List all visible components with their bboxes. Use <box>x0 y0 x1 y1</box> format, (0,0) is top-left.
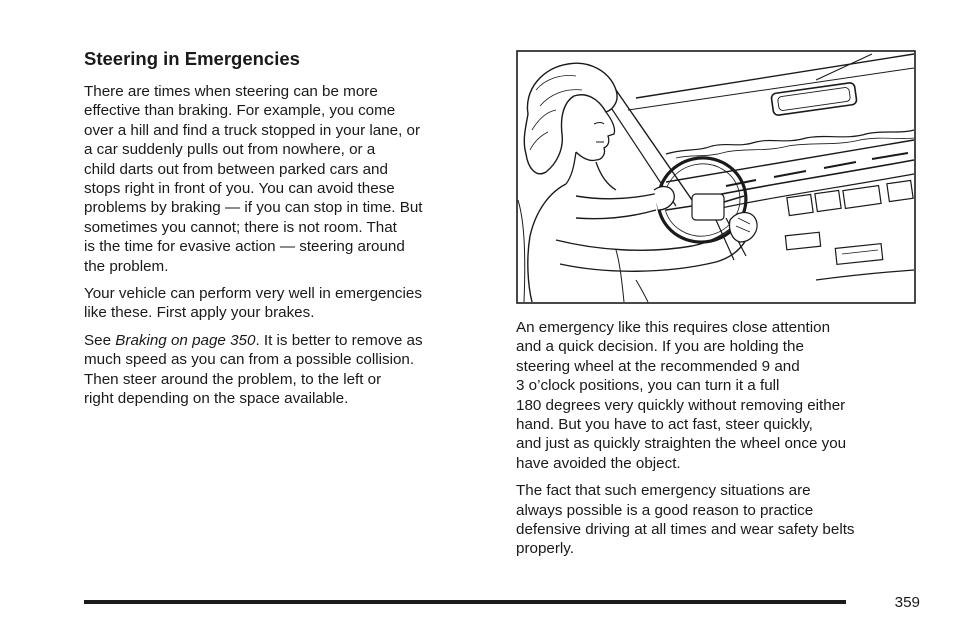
text-line: hand. But you have to act fast, steer quickly, <box>516 416 813 434</box>
see-after-text: . It is better to remove as <box>255 331 423 349</box>
text-line: stops right in front of you. You can avoid these <box>84 180 395 198</box>
text-line: like these. First apply your brakes. <box>84 304 315 322</box>
text-line: problems by braking — if you can stop in time. But <box>84 199 423 217</box>
footer-rule <box>84 600 846 604</box>
text-line: effective than braking. For example, you come <box>84 102 396 120</box>
text-line: have avoided the object. <box>516 454 681 472</box>
text-line: is the time for evasive action — steering around <box>84 238 405 256</box>
braking-cross-reference: Braking on page 350 <box>115 331 256 349</box>
text-line: the problem. <box>84 257 169 275</box>
text-line: An emergency like this requires close attention <box>516 319 831 336</box>
text-line: steering wheel at the recommended 9 and <box>516 357 800 375</box>
text-line: The fact that such emergency situations are <box>516 482 811 500</box>
text-line: child darts out from between parked cars and <box>84 160 388 178</box>
page-number: 359 <box>894 594 920 611</box>
paragraph-vehicle <box>84 284 494 323</box>
text-line: right depending on the space available. <box>84 390 349 408</box>
text-line: Your vehicle can perform very well in emergencies <box>84 285 422 303</box>
text-line <box>84 331 494 350</box>
text-line: There are times when steering can be more <box>84 83 378 100</box>
text-line: defensive driving at all times and wear safety belts <box>516 521 855 539</box>
text-line: sometimes you cannot; there is not room. That <box>84 218 397 236</box>
text-line: 180 degrees very quickly without removing either <box>516 396 846 414</box>
paragraph-defensive-driving <box>516 481 926 559</box>
text-line: and just as quickly straighten the wheel once you <box>516 435 847 453</box>
text-line: 3 o’clock positions, you can turn it a full <box>516 377 780 395</box>
left-column <box>84 48 494 417</box>
text-line: over a hill and find a truck stopped in your lane, or <box>84 121 421 139</box>
driver-steering-illustration <box>516 50 916 304</box>
section-heading: Steering in Emergencies <box>84 48 300 69</box>
see-text: See <box>84 331 116 349</box>
text-line: much speed as you can from a possible collision. <box>84 351 415 369</box>
paragraph-braking-reference <box>84 331 494 409</box>
text-line: and a quick decision. If you are holding the <box>516 338 804 356</box>
paragraph-attention <box>516 318 926 473</box>
text-line: Then steer around the problem, to the left or <box>84 370 382 388</box>
paragraph-intro <box>84 82 494 276</box>
right-column <box>516 318 926 567</box>
driver-steering-icon <box>516 50 916 304</box>
text-line: properly. <box>516 540 574 558</box>
text-line: a car suddenly pulls out from nowhere, or a <box>84 141 376 159</box>
text-line: always possible is a good reason to practice <box>516 501 814 519</box>
